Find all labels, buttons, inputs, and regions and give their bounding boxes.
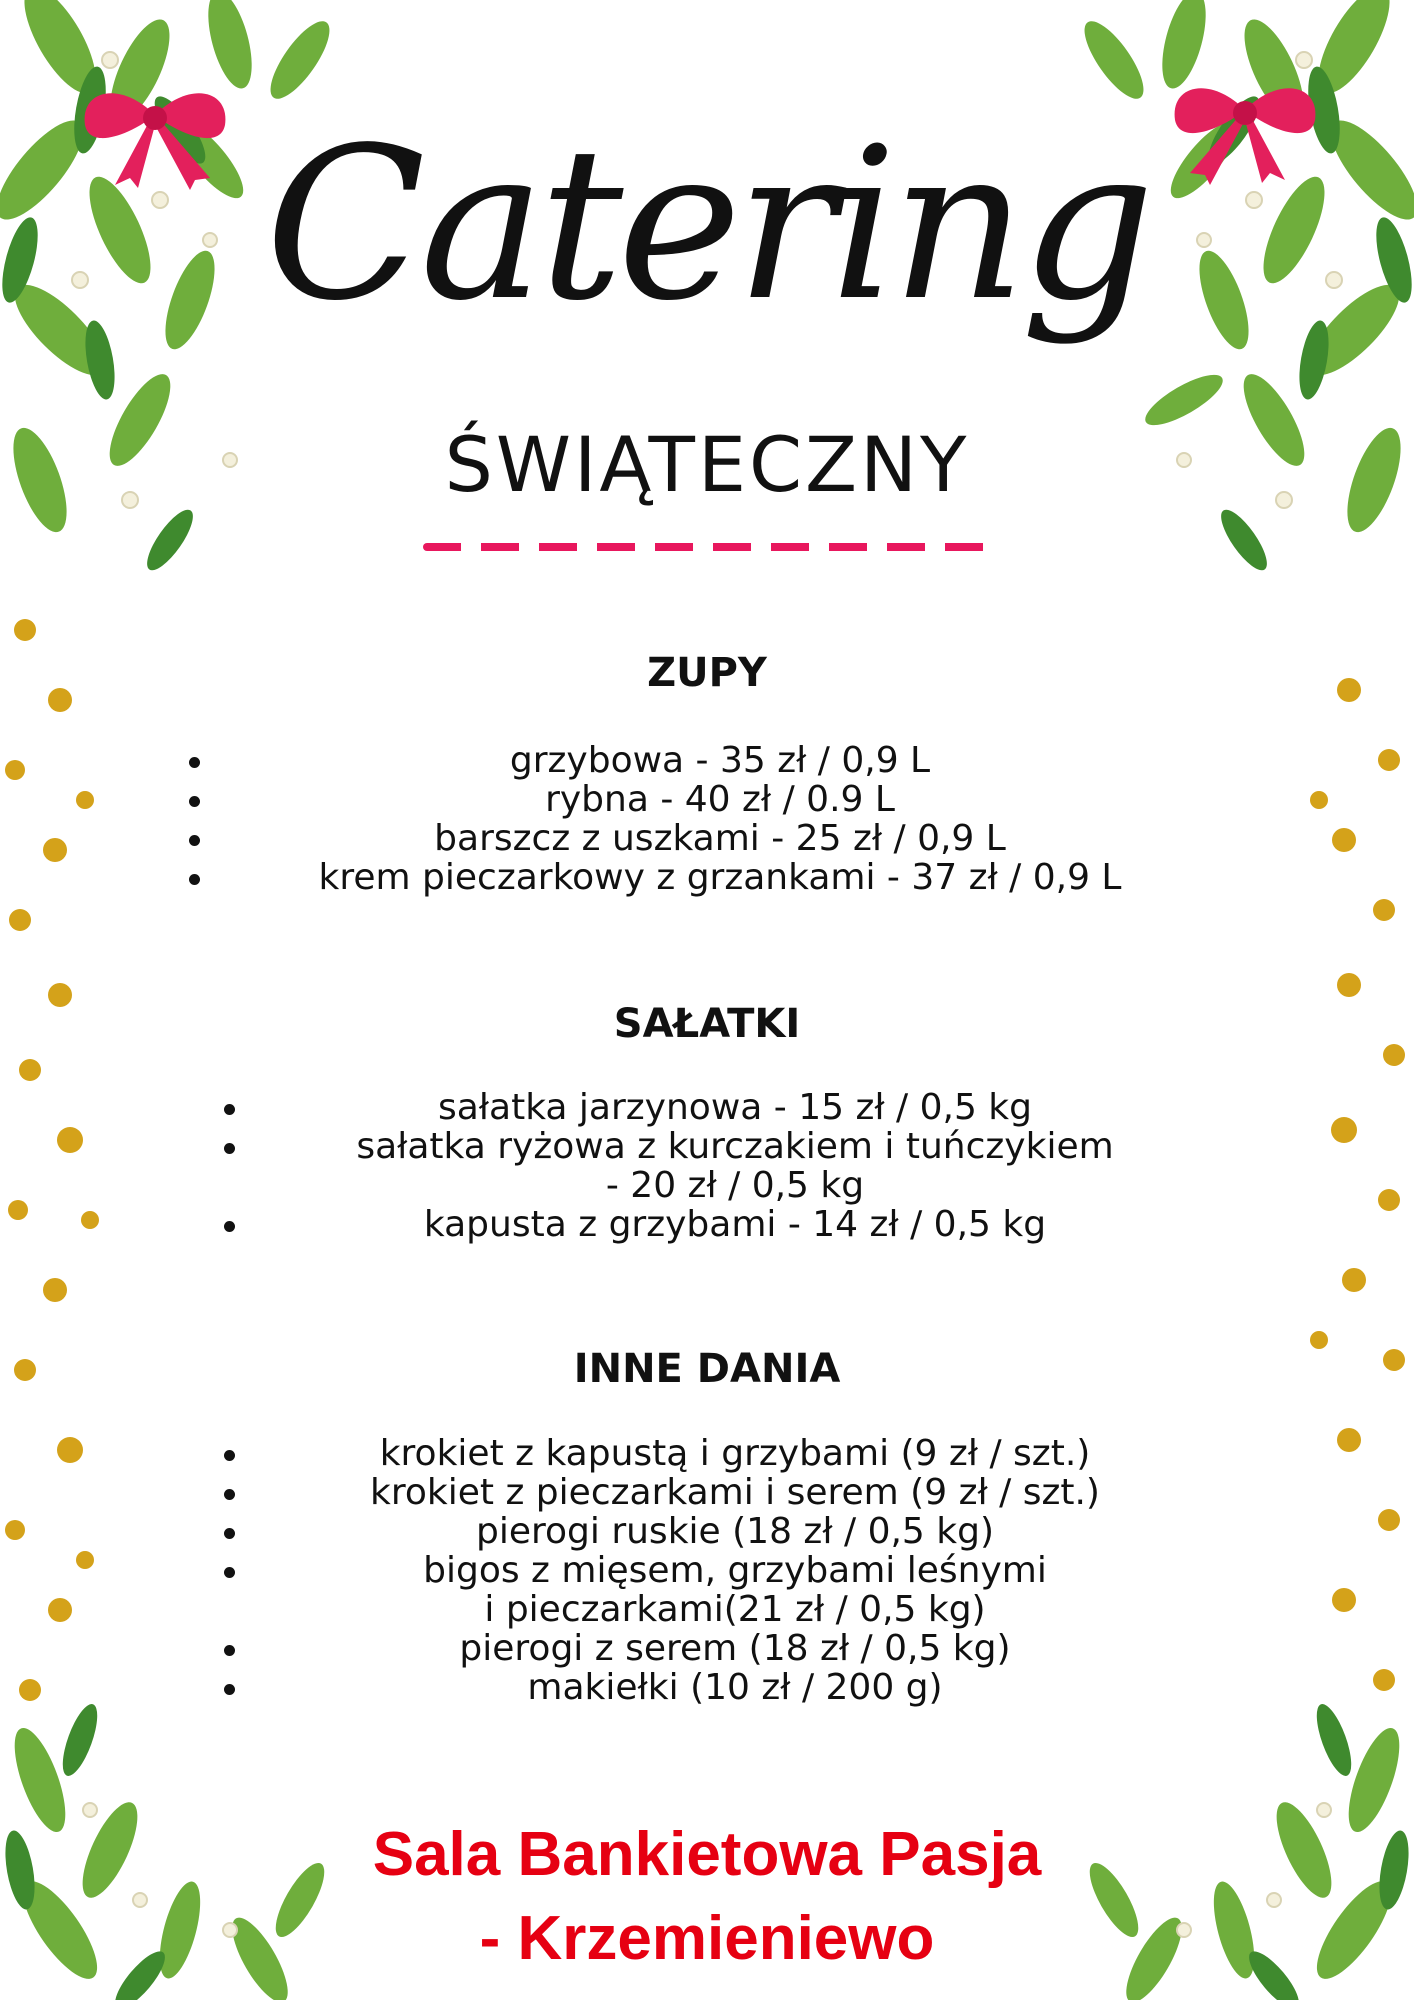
section-heading-inne-dania: INNE DANIA [573, 1346, 841, 1392]
menu-item: krokiet z pieczarkami i serem (9 zł / szt.) [220, 1473, 1250, 1512]
gold-confetti-right-icon [1304, 640, 1414, 1790]
menu-item: makiełki (10 zł / 200 g) [220, 1668, 1250, 1707]
menu-item: pierogi ruskie (18 zł / 0,5 kg) [220, 1512, 1250, 1551]
menu-item-continuation: - 20 zł / 0,5 kg [605, 1165, 865, 1206]
venue-location: - Krzemieniewo [479, 1904, 935, 1973]
menu-item: krokiet z kapustą i grzybami (9 zł / szt.) [220, 1434, 1250, 1473]
menu-item: sałatka ryżowa z kurczakiem i tuńczykiem [220, 1127, 1250, 1166]
menu-item-continuation: i pieczarkami(21 zł / 0,5 kg) [484, 1589, 986, 1630]
menu-item: grzybowa - 35 zł / 0,9 L [185, 741, 1255, 780]
venue-name: Sala Bankietowa Pasja [372, 1820, 1042, 1889]
menu-item: pierogi z serem (18 zł / 0,5 kg) [220, 1629, 1250, 1668]
menu-item: sałatka jarzynowa - 15 zł / 0,5 kg [220, 1088, 1250, 1127]
menu-item: krem pieczarkowy z grzankami - 37 zł / 0,9 L [185, 858, 1255, 897]
section-heading-salatki: SAŁATKI [613, 1001, 801, 1047]
menu-list-salatki [220, 1088, 1250, 1244]
gold-confetti-left-icon [0, 600, 110, 1750]
menu-item: kapusta z grzybami - 14 zł / 0,5 kg [220, 1205, 1250, 1244]
menu-item: bigos z mięsem, grzybami leśnymi [220, 1551, 1250, 1590]
menu-list-zupy [185, 741, 1255, 897]
menu-list-inne-dania [220, 1434, 1250, 1707]
menu-item: rybna - 40 zł / 0.9 L [185, 780, 1255, 819]
section-heading-zupy: ZUPY [647, 650, 767, 696]
page-title: Catering [265, 102, 1149, 347]
dashed-divider [423, 543, 988, 551]
page-subtitle: ŚWIĄTECZNY [444, 420, 970, 509]
menu-item: barszcz z uszkami - 25 zł / 0,9 L [185, 819, 1255, 858]
